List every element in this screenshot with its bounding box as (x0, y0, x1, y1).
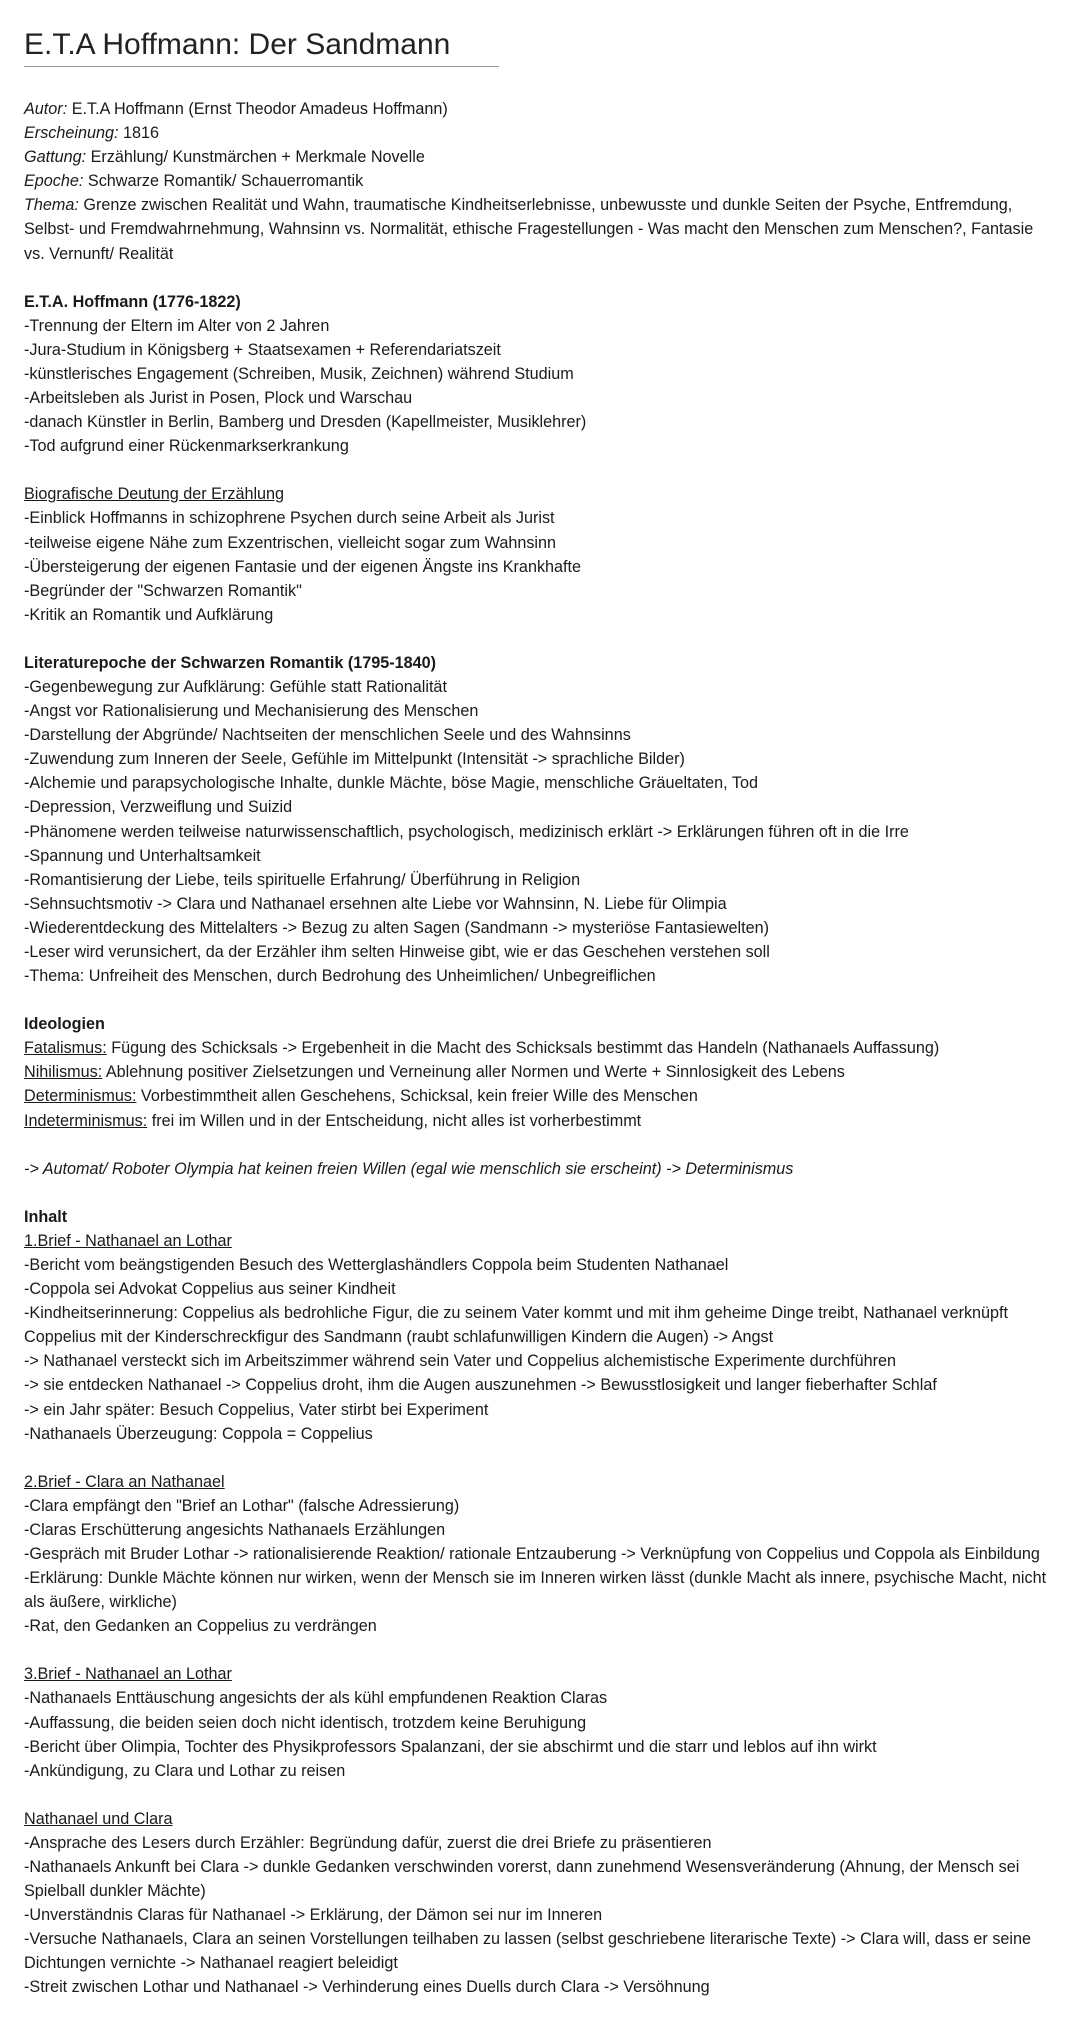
list-item: -Bericht vom beängstigenden Besuch des Wetterglashändlers Coppola beim Studenten Nathanael (24, 1255, 729, 1274)
meta-label: Autor: (24, 100, 68, 118)
list-item: -Bericht über Olimpia, Tochter des Physikprofessors Spalanzani, der sie abschirmt und die starr und leblos auf ihn wirkt (24, 1737, 877, 1756)
epoch-heading: Literaturepoche der Schwarzen Romantik (1795-1840) (24, 653, 437, 672)
content-subsection (24, 1662, 1058, 1782)
ideology-term: Nihilismus: (24, 1063, 103, 1082)
list-item: -Nathanaels Ankunft bei Clara -> dunkle Gedanken verschwinden vorerst, dann zunehmend Wesensveränderung (Ahnung, der Mensch sei Spielball dunkler Mächte) (24, 1858, 1020, 1901)
ideology-text: Ablehnung positiver Zielsetzungen und Verneinung aller Normen und Werte + Sinnlosigkeit des Lebens (102, 1063, 845, 1082)
list-item: -Nathanaels Enttäuschung angesichts der als kühl empfundenen Reaktion Claras (24, 1689, 608, 1708)
list-item: -> sie entdecken Nathanael -> Coppelius droht, ihm die Augen auszunehmen -> Bewusstlosigkeit und langer fieberhafter Schlaf (24, 1376, 937, 1395)
subsection-list (24, 1686, 1058, 1782)
list-item: -Alchemie und parapsychologische Inhalte, dunkle Mächte, böse Magie, menschliche Gräueltaten, Tod (24, 774, 758, 793)
list-item: -Übersteigerung der eigenen Fantasie und der eigenen Ängste ins Krankhafte (24, 557, 582, 576)
content-section (24, 1205, 1058, 2000)
meta-block (24, 97, 1058, 266)
content-subsection (24, 1470, 1058, 1639)
ideology-item (24, 1060, 1058, 1084)
meta-value: Erzählung/ Kunstmärchen + Merkmale Novelle (86, 148, 425, 167)
biography-section (24, 290, 1058, 459)
list-item: -Nathanaels Überzeugung: Coppola = Coppelius (24, 1424, 373, 1443)
list-item: -Gegenbewegung zur Aufklärung: Gefühle statt Rationalität (24, 677, 447, 696)
list-item: -Spannung und Unterhaltsamkeit (24, 846, 261, 865)
list-item: -Depression, Verzweiflung und Suizid (24, 798, 293, 817)
ideology-term: Indeterminismus: (24, 1111, 148, 1130)
list-item: -Claras Erschütterung angesichts Nathanaels Erzählungen (24, 1520, 446, 1539)
meta-epoche (24, 169, 1058, 193)
list-item: -Leser wird verunsichert, da der Erzähler ihm selten Hinweise gibt, wie er das Geschehen verstehen soll (24, 943, 770, 961)
subsection-list (24, 1831, 1058, 2000)
subsection-title: 1.Brief - Nathanael an Lothar (24, 1231, 232, 1250)
list-item: -Unverständnis Claras für Nathanael -> Erklärung, der Dämon sei nur im Inneren (24, 1906, 603, 1925)
list-item: -Darstellung der Abgründe/ Nachtseiten der menschlichen Seele und des Wahnsinns (24, 726, 631, 745)
list-item: -Zuwendung zum Inneren der Seele, Gefühle im Mittelpunkt (Intensität -> sprachliche Bilder) (24, 750, 685, 769)
content-heading: Inhalt (24, 1207, 68, 1226)
meta-erscheinung (24, 121, 1058, 145)
list-item: -Coppola sei Advokat Coppelius aus seiner Kindheit (24, 1280, 396, 1299)
ideologies-note: -> Automat/ Roboter Olympia hat keinen freien Willen (egal wie menschlich sie erscheint) -> Determinismus (24, 1159, 794, 1178)
list-item: -Jura-Studium in Königsberg + Staatsexamen + Referendariatszeit (24, 340, 501, 359)
list-item: -Kindheitserinnerung: Coppelius als bedrohliche Figur, die zu seinem Vater kommt und mit ihm geheime Dinge treibt, Nathanael verknüpft Coppelius mit der Kinderschreckfigur des Sandmann (raubt schlafunwilligen Kindern die Augen) -> Angst (24, 1304, 1009, 1347)
ideologies-section (24, 1012, 1058, 1181)
list-item: -Trennung der Eltern im Alter von 2 Jahren (24, 316, 330, 335)
list-item: -Sehnsuchtsmotiv -> Clara und Nathanael ersehnen alte Liebe vor Wahnsinn, N. Liebe für Olimpia (24, 894, 727, 913)
ideology-text: frei im Willen und in der Entscheidung, nicht alles ist vorherbestimmt (147, 1111, 642, 1130)
biography-heading: E.T.A. Hoffmann (1776-1822) (24, 292, 241, 311)
meta-label: Erscheinung: (24, 124, 119, 143)
subsection-list (24, 1494, 1058, 1639)
list-item: -Clara empfängt den "Brief an Lothar" (falsche Adressierung) (24, 1496, 460, 1515)
list-item: -Auffassung, die beiden seien doch nicht identisch, trotzdem keine Beruhigung (24, 1713, 587, 1732)
subsection-list (24, 1253, 1058, 1446)
meta-autor (24, 97, 1058, 121)
interpretation-heading: Biografische Deutung der Erzählung (24, 485, 285, 504)
list-item: -Begründer der "Schwarzen Romantik" (24, 581, 302, 600)
meta-value: 1816 (118, 124, 160, 143)
page-title: E.T.A Hoffmann: Der Sandmann (24, 26, 499, 67)
subsection-title: 2.Brief - Clara an Nathanael (24, 1472, 225, 1491)
list-item: -Rat, den Gedanken an Coppelius zu verdrängen (24, 1617, 377, 1636)
meta-label: Thema: (24, 196, 79, 215)
list-item: -Einblick Hoffmanns in schizophrene Psychen durch seine Arbeit als Jurist (24, 509, 555, 528)
list-item: -Romantisierung der Liebe, teils spirituelle Erfahrung/ Überführung in Religion (24, 870, 581, 889)
meta-label: Gattung: (24, 148, 87, 167)
list-item: -Ansprache des Lesers durch Erzähler: Begründung dafür, zuerst die drei Briefe zu präsentieren (24, 1833, 712, 1852)
subsection-title: 3.Brief - Nathanael an Lothar (24, 1665, 232, 1684)
content-subsection (24, 1807, 1058, 2000)
subsection-title: Nathanael und Clara (24, 1809, 173, 1828)
meta-gattung (24, 145, 1058, 169)
list-item: -Versuche Nathanaels, Clara an seinen Vorstellungen teilhaben zu lassen (selbst geschriebene literarische Texte) -> Clara will, dass er seine Dichtungen vernichte -> Nathanael reagiert beleidigt (24, 1930, 1032, 1973)
list-item: -Wiederentdeckung des Mittelalters -> Bezug zu alten Sagen (Sandmann -> mysteriöse Fantasiewelten) (24, 918, 770, 937)
ideologies-heading: Ideologien (24, 1015, 105, 1034)
ideology-text: Vorbestimmtheit allen Geschehens, Schicksal, kein freier Wille des Menschen (136, 1087, 698, 1106)
list-item: -Kritik an Romantik und Aufklärung (24, 605, 274, 624)
list-item: -teilweise eigene Nähe zum Exzentrischen, vielleicht sogar zum Wahnsinn (24, 533, 557, 552)
meta-label: Epoche: (24, 172, 84, 191)
interpretation-list (24, 506, 1058, 626)
meta-value: Grenze zwischen Realität und Wahn, traumatische Kindheitserlebnisse, unbewusste und dunkle Seiten der Psyche, Entfremdung, Selbst- und Fremdwahrnehmung, Wahnsinn vs. Normalität, ethische Fragestellungen - Was macht den Menschen zum Menschen?, Fantasie vs. Vernunft/ Realität (24, 196, 1034, 263)
biography-list (24, 314, 1058, 459)
list-item: -> Nathanael versteckt sich im Arbeitszimmer während sein Vater und Coppelius alchemistische Experimente durchführen (24, 1352, 896, 1371)
list-item: -Thema: Unfreiheit des Menschen, durch Bedrohung des Unheimlichen/ Unbegreiflichen (24, 967, 656, 986)
meta-value: E.T.A Hoffmann (Ernst Theodor Amadeus Hoffmann) (67, 100, 448, 118)
list-item: -Angst vor Rationalisierung und Mechanisierung des Menschen (24, 702, 479, 721)
ideology-item (24, 1084, 1058, 1108)
content-subsection (24, 1229, 1058, 1446)
list-item: -Phänomene werden teilweise naturwissenschaftlich, psychologisch, medizinisch erklärt -> Erklärungen führen oft in die Irre (24, 822, 909, 841)
list-item: -künstlerisches Engagement (Schreiben, Musik, Zeichnen) während Studium (24, 364, 574, 383)
list-item: -Erklärung: Dunkle Mächte können nur wirken, wenn der Mensch sie im Inneren wirken lässt (dunkle Macht als innere, psychische Macht, nicht als äußere, wirkliche) (24, 1569, 1047, 1612)
ideology-text: Fügung des Schicksals -> Ergebenheit in die Macht des Schicksals bestimmt das Handeln (Nathanaels Auffassung) (106, 1039, 940, 1058)
list-item: -Gespräch mit Bruder Lothar -> rationalisierende Reaktion/ rationale Entzauberung -> Verknüpfung von Coppelius und Coppola als Einbildung (24, 1544, 1040, 1563)
list-item: -Arbeitsleben als Jurist in Posen, Plock und Warschau (24, 389, 413, 408)
ideology-item (24, 1109, 1058, 1133)
ideology-term: Determinismus: (24, 1087, 137, 1106)
list-item: -danach Künstler in Berlin, Bamberg und Dresden (Kapellmeister, Musiklehrer) (24, 413, 587, 432)
meta-value: Schwarze Romantik/ Schauerromantik (83, 172, 364, 191)
epoch-section (24, 651, 1058, 988)
ideology-term: Fatalismus: (24, 1039, 107, 1058)
interpretation-section (24, 482, 1058, 627)
list-item: -> ein Jahr später: Besuch Coppelius, Vater stirbt bei Experiment (24, 1400, 489, 1419)
list-item: -Tod aufgrund einer Rückenmarkserkrankung (24, 437, 349, 456)
ideology-item (24, 1036, 1058, 1060)
list-item: -Ankündigung, zu Clara und Lothar zu reisen (24, 1761, 346, 1780)
list-item: -Streit zwischen Lothar und Nathanael -> Verhinderung eines Duells durch Clara -> Versöhnung (24, 1978, 710, 1997)
epoch-list (24, 675, 1058, 988)
meta-thema (24, 193, 1058, 265)
